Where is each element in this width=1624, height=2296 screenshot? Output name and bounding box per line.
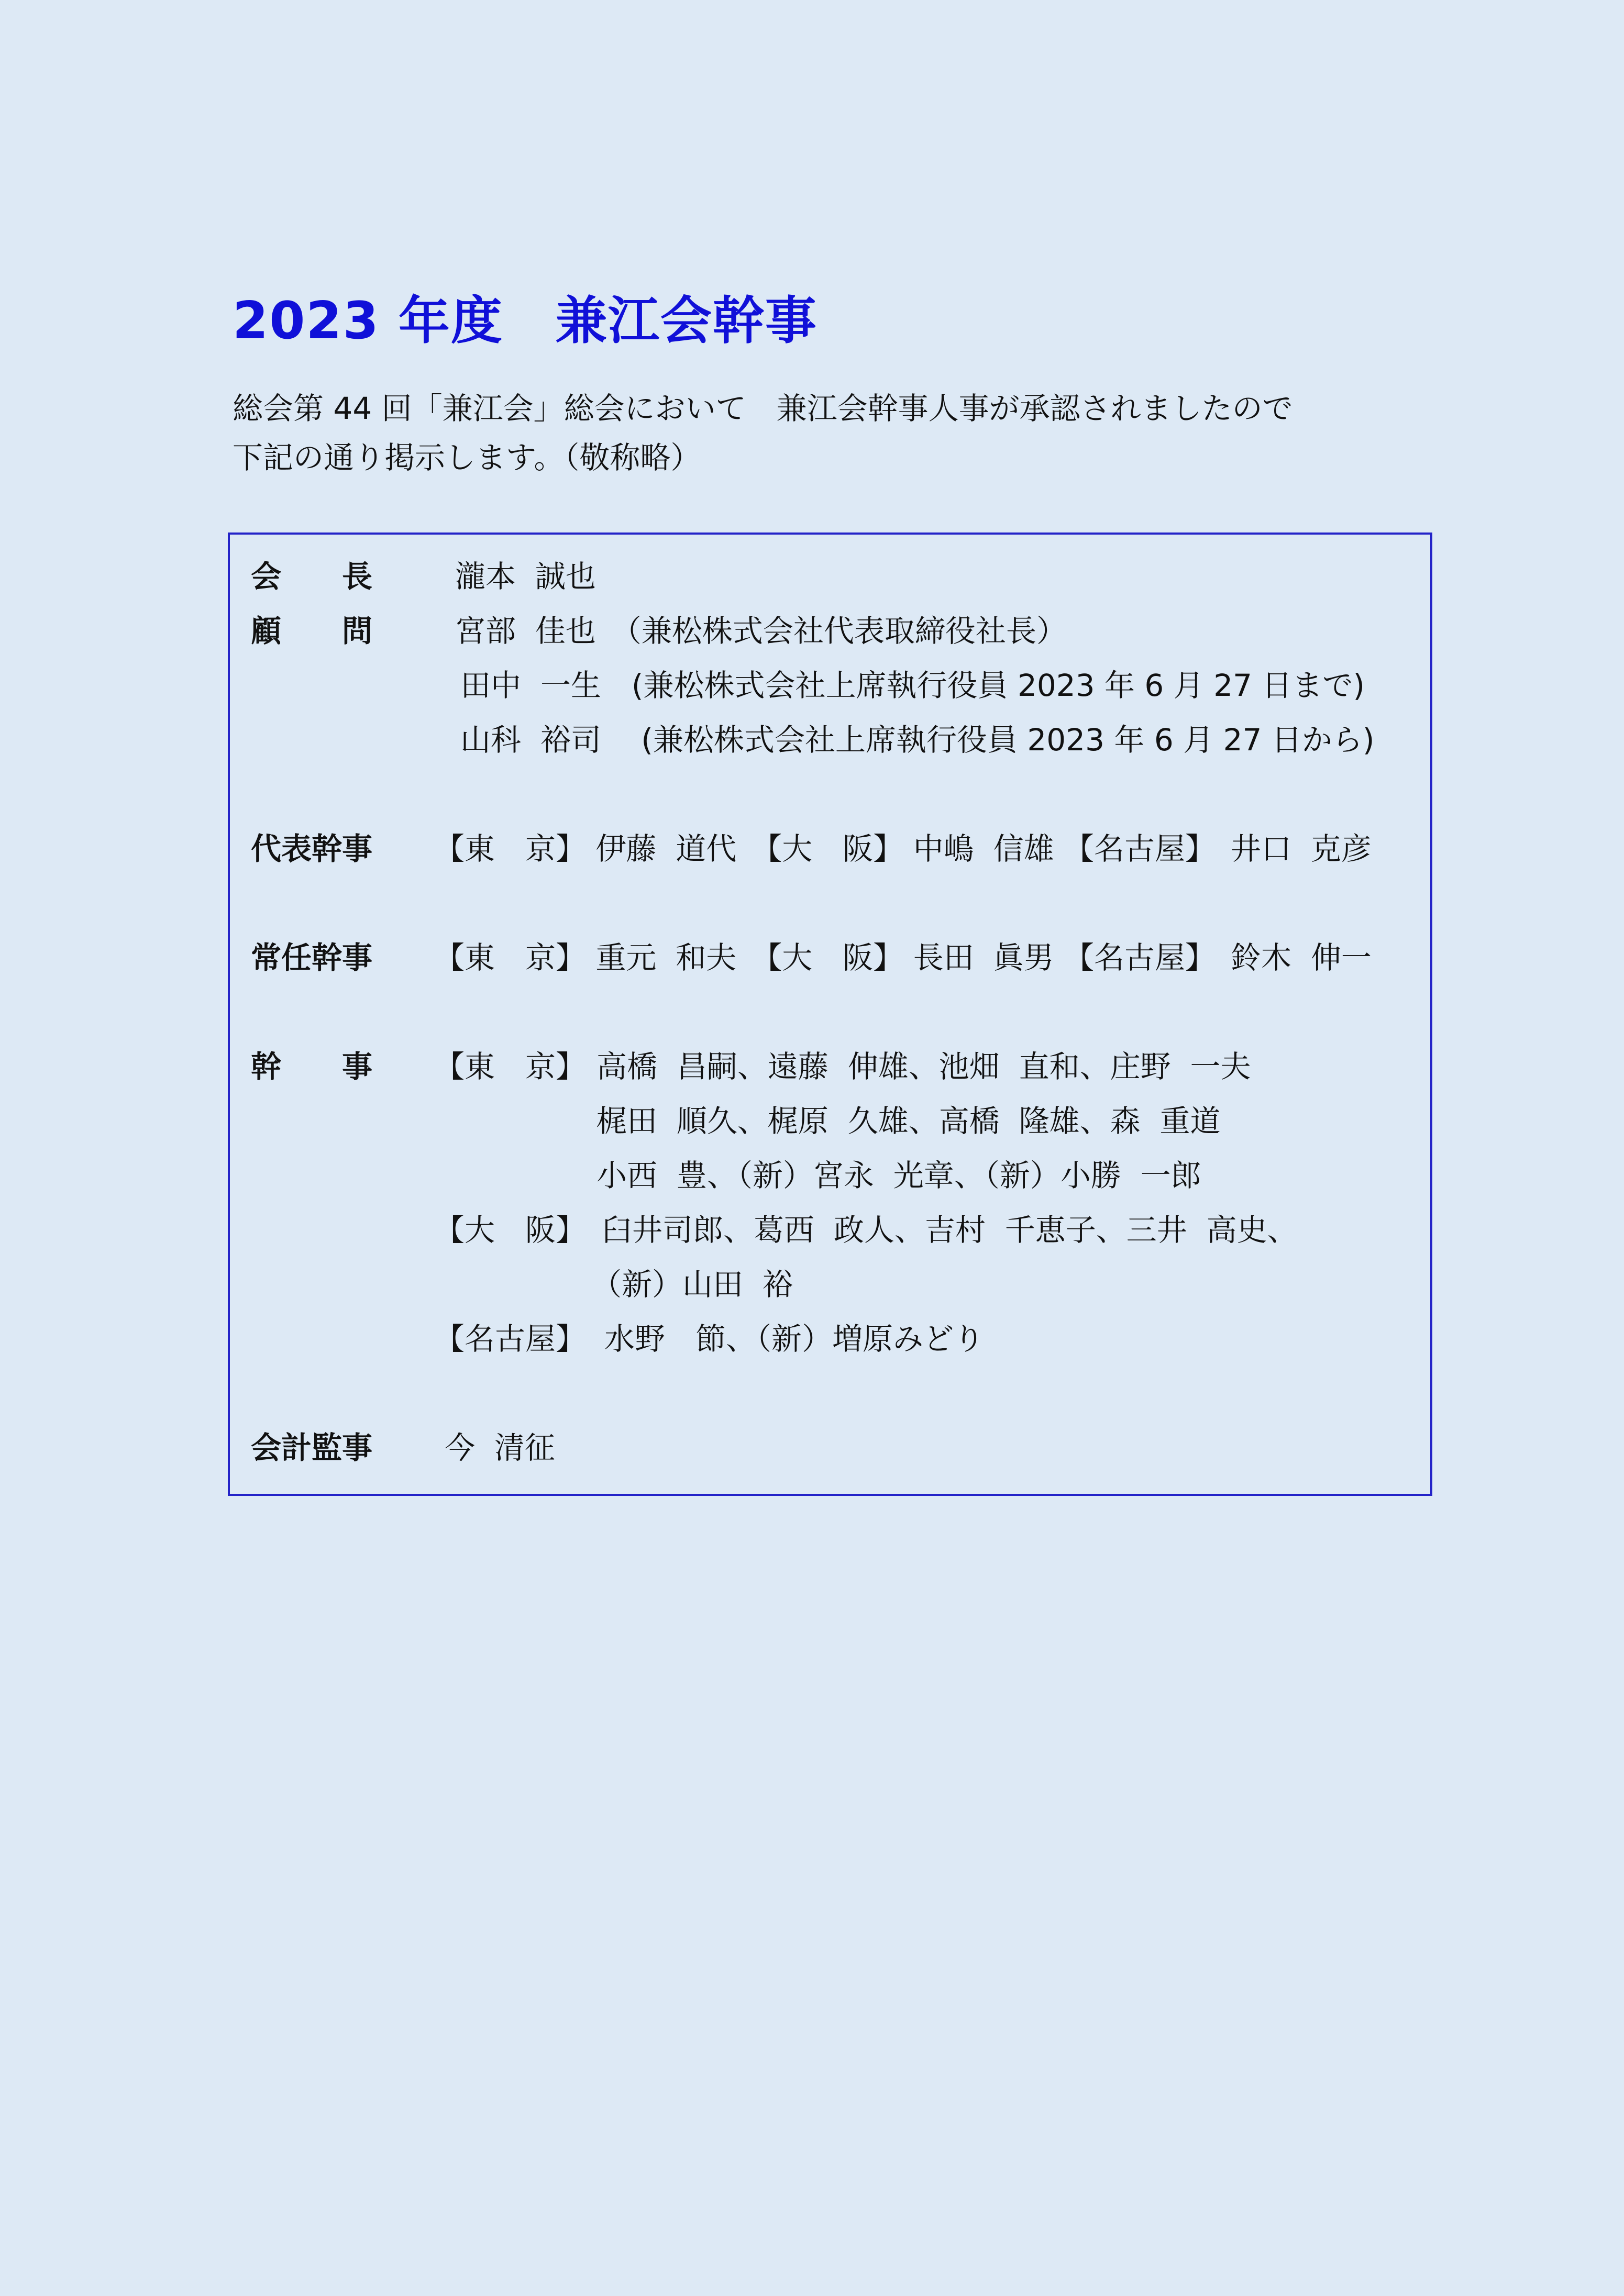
intro-line-1: 総会第 44 回「兼江会」総会において 兼江会幹事人事が承認されましたので [233,391,1293,426]
role-secretaries: 幹 事 [251,1049,373,1084]
secretaries-line: 小西 豊、（新）宮永 光章、（新）小勝 一郎 [596,1158,1201,1193]
secretaries-line: 水野 節、（新）増原みどり [604,1321,985,1357]
president-name: 瀧本 誠也 [455,559,596,594]
secretaries-line: 高橋 昌嗣、遠藤 伸雄、池畑 直和、庄野 一夫 [596,1049,1251,1084]
secretaries-line: 梶田 順久、梶原 久雄、高橋 隆雄、森 重道 [596,1103,1221,1139]
auditor-name: 今 清征 [445,1430,555,1466]
role-standing: 常任幹事 [251,940,373,975]
intro-line-2: 下記の通り掲示します。（敬称略） [233,440,701,475]
region-label-tokyo: 【東 京】 [434,1049,587,1084]
representative-entry: 【東 京】 伊藤 道代 【大 阪】 中嶋 信雄 【名古屋】 井口 克彦 [434,831,1372,867]
role-advisor: 顧 問 [251,613,373,649]
role-representative: 代表幹事 [251,831,373,867]
advisor-entry: 山科 裕司 (兼松株式会社上席執行役員 2023 年 6 月 27 日から) [460,722,1375,758]
region-label-osaka: 【大 阪】 [434,1212,587,1248]
advisor-entry: 宮部 佳也 （兼松株式会社代表取締役社長） [455,613,1067,649]
advisor-entry: 田中 一生 (兼松株式会社上席執行役員 2023 年 6 月 27 日まで) [460,668,1365,703]
region-label-nagoya: 【名古屋】 [434,1321,587,1357]
role-auditor: 会計監事 [251,1430,373,1466]
standing-entry: 【東 京】 重元 和夫 【大 阪】 長田 眞男 【名古屋】 鈴木 伸一 [434,940,1372,975]
roster-box [228,533,1432,1496]
secretaries-line: （新）山田 裕 [591,1267,793,1302]
secretaries-line: 臼井司郎、葛西 政人、吉村 千恵子、三井 高史、 [602,1212,1298,1248]
role-president: 会 長 [251,559,373,594]
page-title: 2023 年度 兼江会幹事 [233,291,817,351]
